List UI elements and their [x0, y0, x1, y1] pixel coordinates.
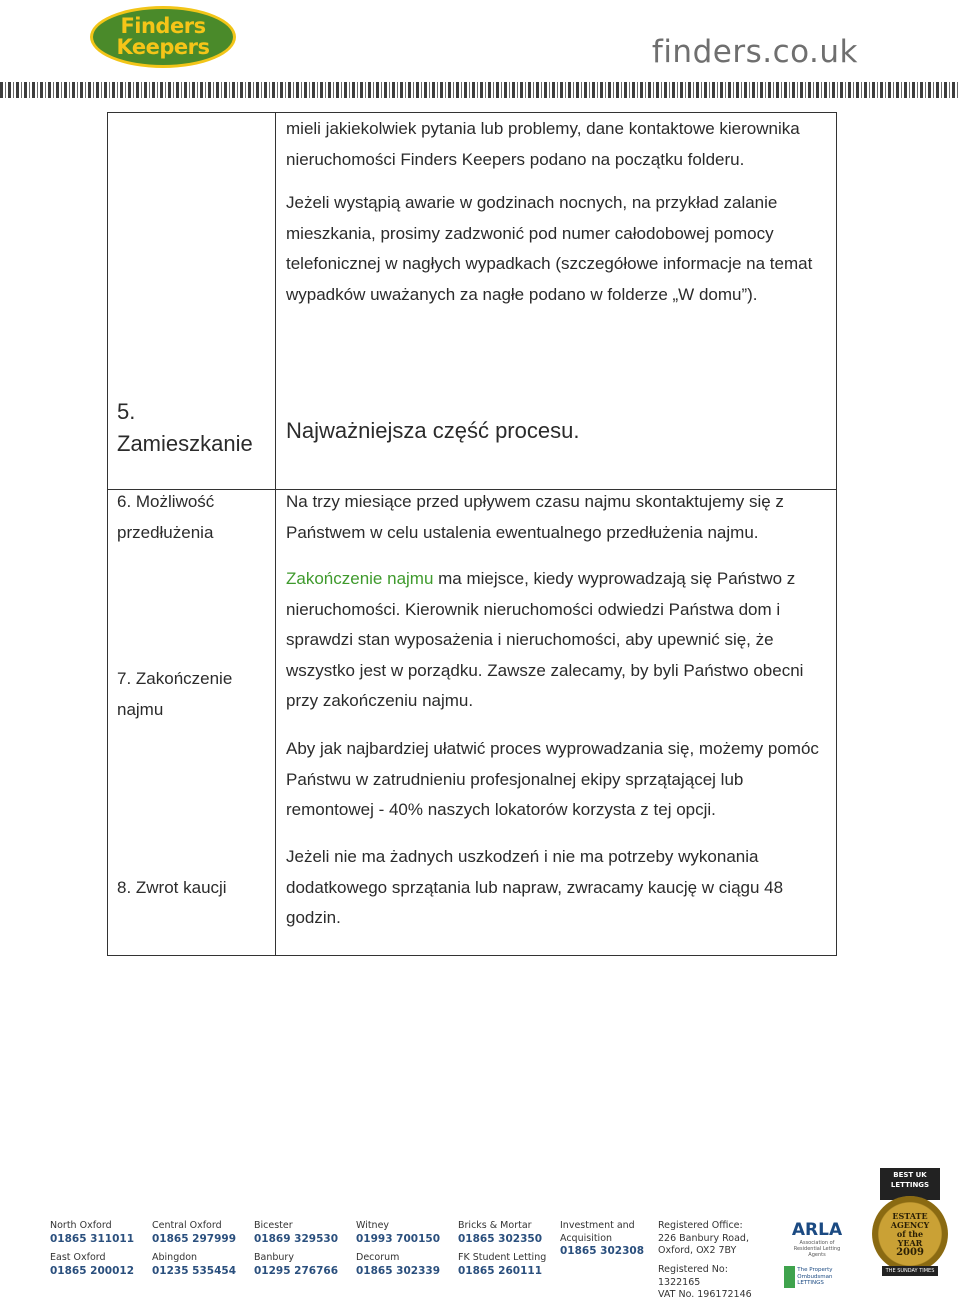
ombudsman-text: The Property Ombudsman LETTINGS [797, 1267, 833, 1287]
award-badge-ribbon: BEST UK LETTINGS [880, 1168, 940, 1200]
section-8-label: 8. Zwrot kaucji [117, 878, 227, 897]
section-5-content: Najważniejsza część procesu. [286, 418, 580, 443]
section-5-label [117, 396, 272, 460]
office-phone: 01869 329530 [254, 1232, 339, 1245]
office-name: Abingdon [152, 1252, 198, 1263]
office-phone: 01865 200012 [50, 1264, 135, 1277]
vat-no: VAT No. 196172146 [658, 1289, 752, 1300]
registered-office-address: 226 Banbury Road, Oxford, OX2 7BY [658, 1232, 749, 1256]
investment-phone: 01865 302308 [560, 1245, 645, 1257]
award-line2: AGENCY [890, 1219, 930, 1230]
header-stripe-divider [0, 82, 960, 98]
office-bicester [254, 1220, 338, 1245]
office-name: East Oxford [50, 1252, 106, 1263]
top-paragraph-2: Jeżeli wystąpią awarie w godzinach nocnych, na przykład zalanie mieszkania, prosimy zadzwonić pod numer całodobowej pomocy telefonicznej w nagłych wypadkach (szczegółowe informacje na temat wypadków uważanych za nagłe podano w folderze „W domu”). [286, 193, 813, 304]
office-name: Banbury [254, 1252, 294, 1263]
office-central-oxford [152, 1220, 236, 1245]
office-name: Witney [356, 1220, 390, 1231]
content-table [107, 112, 837, 956]
registered-office-label: Registered Office: [658, 1220, 743, 1231]
registration-numbers [658, 1264, 770, 1302]
office-phone: 01993 700150 [356, 1232, 441, 1245]
office-phone: 01865 302350 [458, 1232, 543, 1245]
column-divider [275, 113, 276, 955]
office-name: Bricks & Mortar [458, 1220, 532, 1231]
ombudsman-icon [784, 1266, 795, 1288]
office-east-oxford [50, 1252, 134, 1277]
section-7-label: 7. Zakończenie najmu [117, 669, 233, 719]
section-7-content [286, 564, 831, 717]
site-url: finders.co.uk [651, 34, 858, 70]
office-witney [356, 1220, 440, 1245]
section-7-highlight: Zakończenie najmu [286, 569, 434, 588]
office-phone: 01865 311011 [50, 1232, 135, 1245]
office-phone: 01865 302339 [356, 1264, 441, 1277]
section-5-title: Zamieszkanie [117, 431, 253, 456]
section-5-number: 5. [117, 399, 136, 424]
award-line4: YEAR [897, 1237, 923, 1248]
office-phone: 01865 260111 [458, 1264, 543, 1277]
section-8-content: Jeżeli nie ma żadnych uszkodzeń i nie ma potrzeby wykonania dodatkowego sprzątania lub napraw, zwracamy kaucję w ciągu 48 godzin. [286, 847, 784, 928]
arla-mark: ARLA [791, 1220, 843, 1240]
award-year: 2009 [896, 1246, 924, 1258]
office-north-oxford [50, 1220, 134, 1245]
section-6-label: 6. Możliwość przedłużenia [117, 492, 215, 542]
arla-logo [786, 1198, 848, 1258]
award-line1: ESTATE [892, 1210, 928, 1221]
section-7-content-rest: ma miejsce, kiedy wyprowadzają się Państwo z nieruchomości. Kierownik nieruchomości odwiedzi Państwa dom i sprawdzi stan wyposażenia i nieruchomości, aby upewnić się, że wszystko jest w porządku. Zawsze zalecamy, by byli Państwo obecni przy zakończeniu najmu. [286, 569, 804, 711]
office-abingdon [152, 1252, 236, 1277]
arla-subtitle: Association of Residential Letting Agents [793, 1240, 841, 1258]
office-bricks-mortar [458, 1220, 542, 1245]
logo-line1: Finders [120, 14, 206, 38]
office-fk-student-letting [458, 1252, 546, 1277]
office-banbury [254, 1252, 338, 1277]
award-seal [872, 1196, 948, 1272]
office-phone: 01865 297999 [152, 1232, 237, 1245]
office-decorum [356, 1252, 440, 1277]
office-phone: 01295 276766 [254, 1264, 339, 1277]
office-phone: 01235 535454 [152, 1264, 237, 1277]
office-name: FK Student Letting [458, 1252, 547, 1263]
logo-line2: Keepers [116, 35, 210, 59]
office-name: Central Oxford [152, 1220, 222, 1231]
office-name: Decorum [356, 1252, 400, 1263]
office-name: North Oxford [50, 1220, 112, 1231]
registered-no: Registered No: 1322165 [658, 1264, 728, 1288]
section-7-content-2: Aby jak najbardziej ułatwić proces wyprowadzania się, możemy pomóc Państwu w zatrudnieniu profesjonalnej ekipy sprzątającej lub remontowej - 40% naszych lokatorów korzysta z tej opcji. [286, 739, 819, 820]
investment-label: Investment and Acquisition [560, 1220, 635, 1244]
office-investment [560, 1220, 650, 1258]
office-name: Bicester [254, 1220, 293, 1231]
registered-office [658, 1220, 770, 1258]
property-ombudsman-logo [784, 1264, 854, 1290]
finders-keepers-logo [90, 6, 236, 68]
award-line3: of the [896, 1228, 924, 1239]
award-source: THE SUNDAY TIMES [882, 1266, 938, 1276]
top-paragraph-1: mieli jakiekolwiek pytania lub problemy, dane kontaktowe kierownika nieruchomości Finders Keepers podano na początku folderu. [286, 119, 800, 169]
section-6-content: Na trzy miesiące przed upływem czasu najmu skontaktujemy się z Państwem w celu ustalenia ewentualnego przedłużenia najmu. [286, 492, 784, 542]
